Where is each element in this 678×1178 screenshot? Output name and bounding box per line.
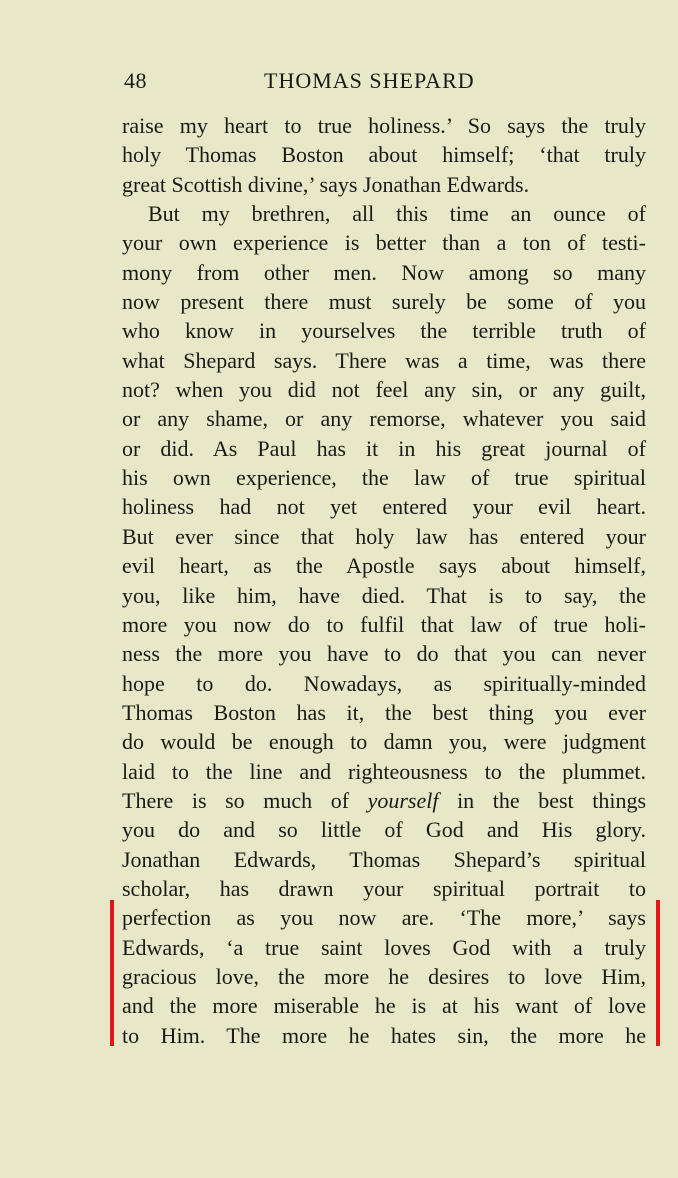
text-line-20: hope to do. Nowadays, as spiritually-minded	[122, 670, 646, 696]
text-line-2: holy Thomas Boston about himself; ‘that truly	[122, 142, 646, 168]
text-line-25: you do and so little of God and His glory.	[122, 817, 646, 843]
text-line-9: what Shepard says. There was a time, was there	[122, 347, 646, 373]
text-line-8: who know in yourselves the terrible truth of	[122, 318, 646, 344]
text-line-15: But ever since that holy law has entered your	[122, 523, 646, 549]
running-head	[120, 68, 646, 96]
text-line-30: gracious love, the more he desires to love Him,	[122, 963, 646, 989]
text-segment-after-italic: in the best things	[438, 787, 647, 813]
text-line-11: or any shame, or any remorse, whatever you said	[122, 406, 646, 432]
text-line-31: and the more miserable he is at his want of love	[122, 993, 646, 1019]
text-line-26: Jonathan Edwards, Thomas Shepard’s spiritual	[122, 846, 646, 872]
text-line-3: great Scottish divine,’ says Jonathan Edwards.	[122, 171, 530, 197]
text-line-5: your own experience is better than a ton of testi-	[122, 230, 646, 256]
page-number: 48	[124, 68, 147, 93]
text-line-1: raise my heart to true holiness.’ So says the truly	[122, 113, 646, 138]
margin-marker-right	[656, 900, 660, 1046]
text-line-23: laid to the line and righteousness to the plummet.	[122, 758, 646, 784]
text-line-27: scholar, has drawn your spiritual portrait to	[122, 875, 646, 901]
text-line-29: Edwards, ‘a true saint loves God with a truly	[122, 934, 646, 960]
text-line-17: you, like him, have died. That is to say, the	[122, 582, 646, 608]
text-line-24	[122, 786, 646, 815]
italic-word: yourself	[367, 787, 439, 813]
text-line-22: do would be enough to damn you, were judgment	[122, 729, 646, 755]
text-line-4: But my brethren, all this time an ounce of	[148, 201, 646, 227]
text-line-19: ness the more you have to do that you can never	[122, 641, 646, 667]
text-segment-before-italic: There is so much of	[122, 787, 368, 813]
text-line-28: perfection as you now are. ‘The more,’ says	[122, 905, 646, 931]
text-line-16: evil heart, as the Apostle says about himself,	[122, 553, 646, 579]
text-line-12: or did. As Paul has it in his great journal of	[122, 435, 646, 461]
body-text	[122, 111, 646, 1050]
margin-marker-left	[110, 900, 114, 1046]
text-line-32: to Him. The more he hates sin, the more he	[122, 1022, 646, 1048]
text-line-18: more you now do to fulfil that law of true holi-	[122, 611, 646, 637]
text-line-14: holiness had not yet entered your evil heart.	[122, 494, 646, 520]
text-line-13: his own experience, the law of true spiritual	[122, 465, 646, 491]
text-line-7: now present there must surely be some of you	[122, 289, 646, 315]
text-line-6: mony from other men. Now among so many	[122, 259, 646, 285]
text-line-10: not? when you did not feel any sin, or any guilt,	[122, 377, 646, 403]
running-title: THOMAS SHEPARD	[264, 68, 475, 93]
text-line-21: Thomas Boston has it, the best thing you ever	[122, 699, 646, 725]
